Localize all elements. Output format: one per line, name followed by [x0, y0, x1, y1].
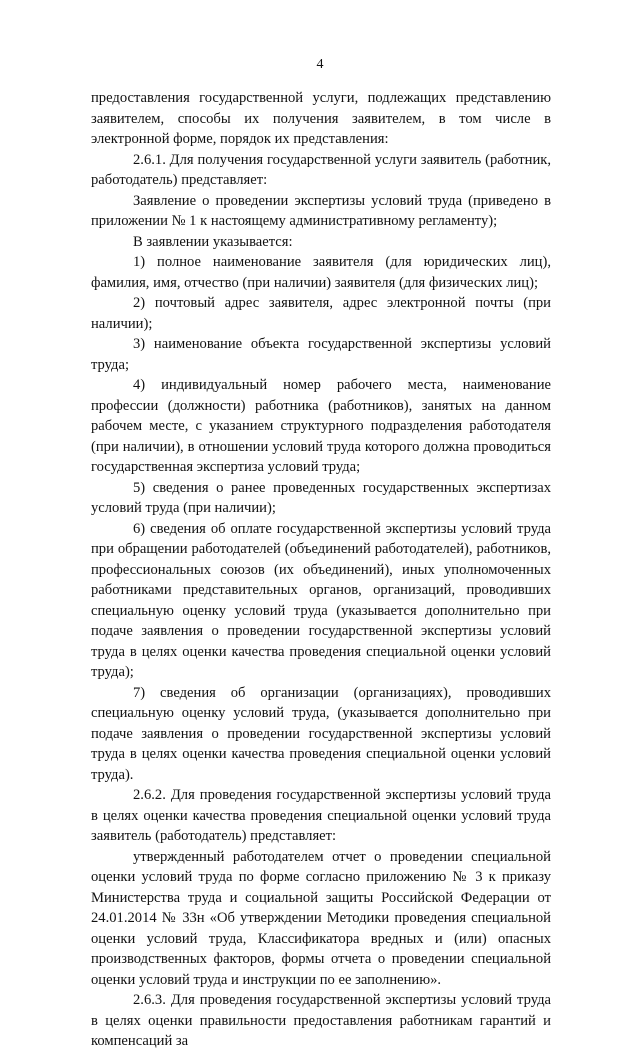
page-number: 4 [316, 57, 324, 72]
paragraph: утвержденный работодателем отчет о проведении специальной оценки условий труда по форме согласно приложению № 3 к приказу Министерства труда и социальной защиты Российской Федерации от 24.01.2014 № 33н «Об утверждении Методики проведения специальной оценки условий труда, Классификатора вредных и (или) опасных производственных факторов, формы отчета о проведении специальной оценки условий труда и инструкции по ее заполнению». [91, 848, 551, 988]
paragraph: 4) индивидуальный номер рабочего места, наименование профессии (должности) работника (работников), занятых на данном рабочем месте, с указанием структурного подразделения работодателя (при наличии), в отношении условий труда которого должна проводиться государственная экспертиза условий труда; [91, 377, 551, 475]
paragraph: 1) полное наименование заявителя (для юридических лиц), фамилия, имя, отчество (при наличии) заявителя (для физических лиц); [91, 254, 551, 291]
document-body [91, 88, 551, 1052]
paragraph: 2.6.1. Для получения государственной услуги заявитель (работник, работодатель) представляет: [91, 151, 551, 188]
paragraph: 2.6.3. Для проведения государственной экспертизы условий труда в целях оценки правильности предоставления работникам гарантий и компенсаций за [91, 992, 551, 1049]
paragraph: 6) сведения об оплате государственной экспертизы условий труда при обращении работодателей (объединений работодателей), работников, профессиональных союзов (их объединений), иных уполномоченных работниками представительных органов, организаций, проводивших специальную оценку условий труда (указывается дополнительно при подаче заявления о проведении государственной экспертизы условий труда в целях оценки качества проведения специальной оценки условий труда); [91, 520, 551, 680]
paragraph: 5) сведения о ранее проведенных государственных экспертизах условий труда (при наличии); [91, 479, 551, 516]
paragraph: 7) сведения об организации (организациях), проводивших специальную оценку условий труда, (указывается дополнительно при подаче заявления о проведении государственной экспертизы условий труда в целях оценки качества проведения специальной оценки условий труда). [91, 684, 551, 783]
paragraph: предоставления государственной услуги, подлежащих представлению заявителем, способы их получения заявителем, в том числе в электронной форме, порядок их представления: [91, 90, 551, 147]
paragraph: Заявление о проведении экспертизы условий труда (приведено в приложении № 1 к настоящему административному регламенту); [91, 192, 551, 229]
paragraph: В заявлении указывается: [133, 233, 293, 250]
paragraph: 2.6.2. Для проведения государственной экспертизы условий труда в целях оценки качества проведения специальной оценки условий труда заявитель (работодатель) представляет: [91, 787, 551, 844]
paragraph: 3) наименование объекта государственной экспертизы условий труда; [91, 336, 551, 373]
paragraph: 2) почтовый адрес заявителя, адрес электронной почты (при наличии); [91, 295, 551, 332]
